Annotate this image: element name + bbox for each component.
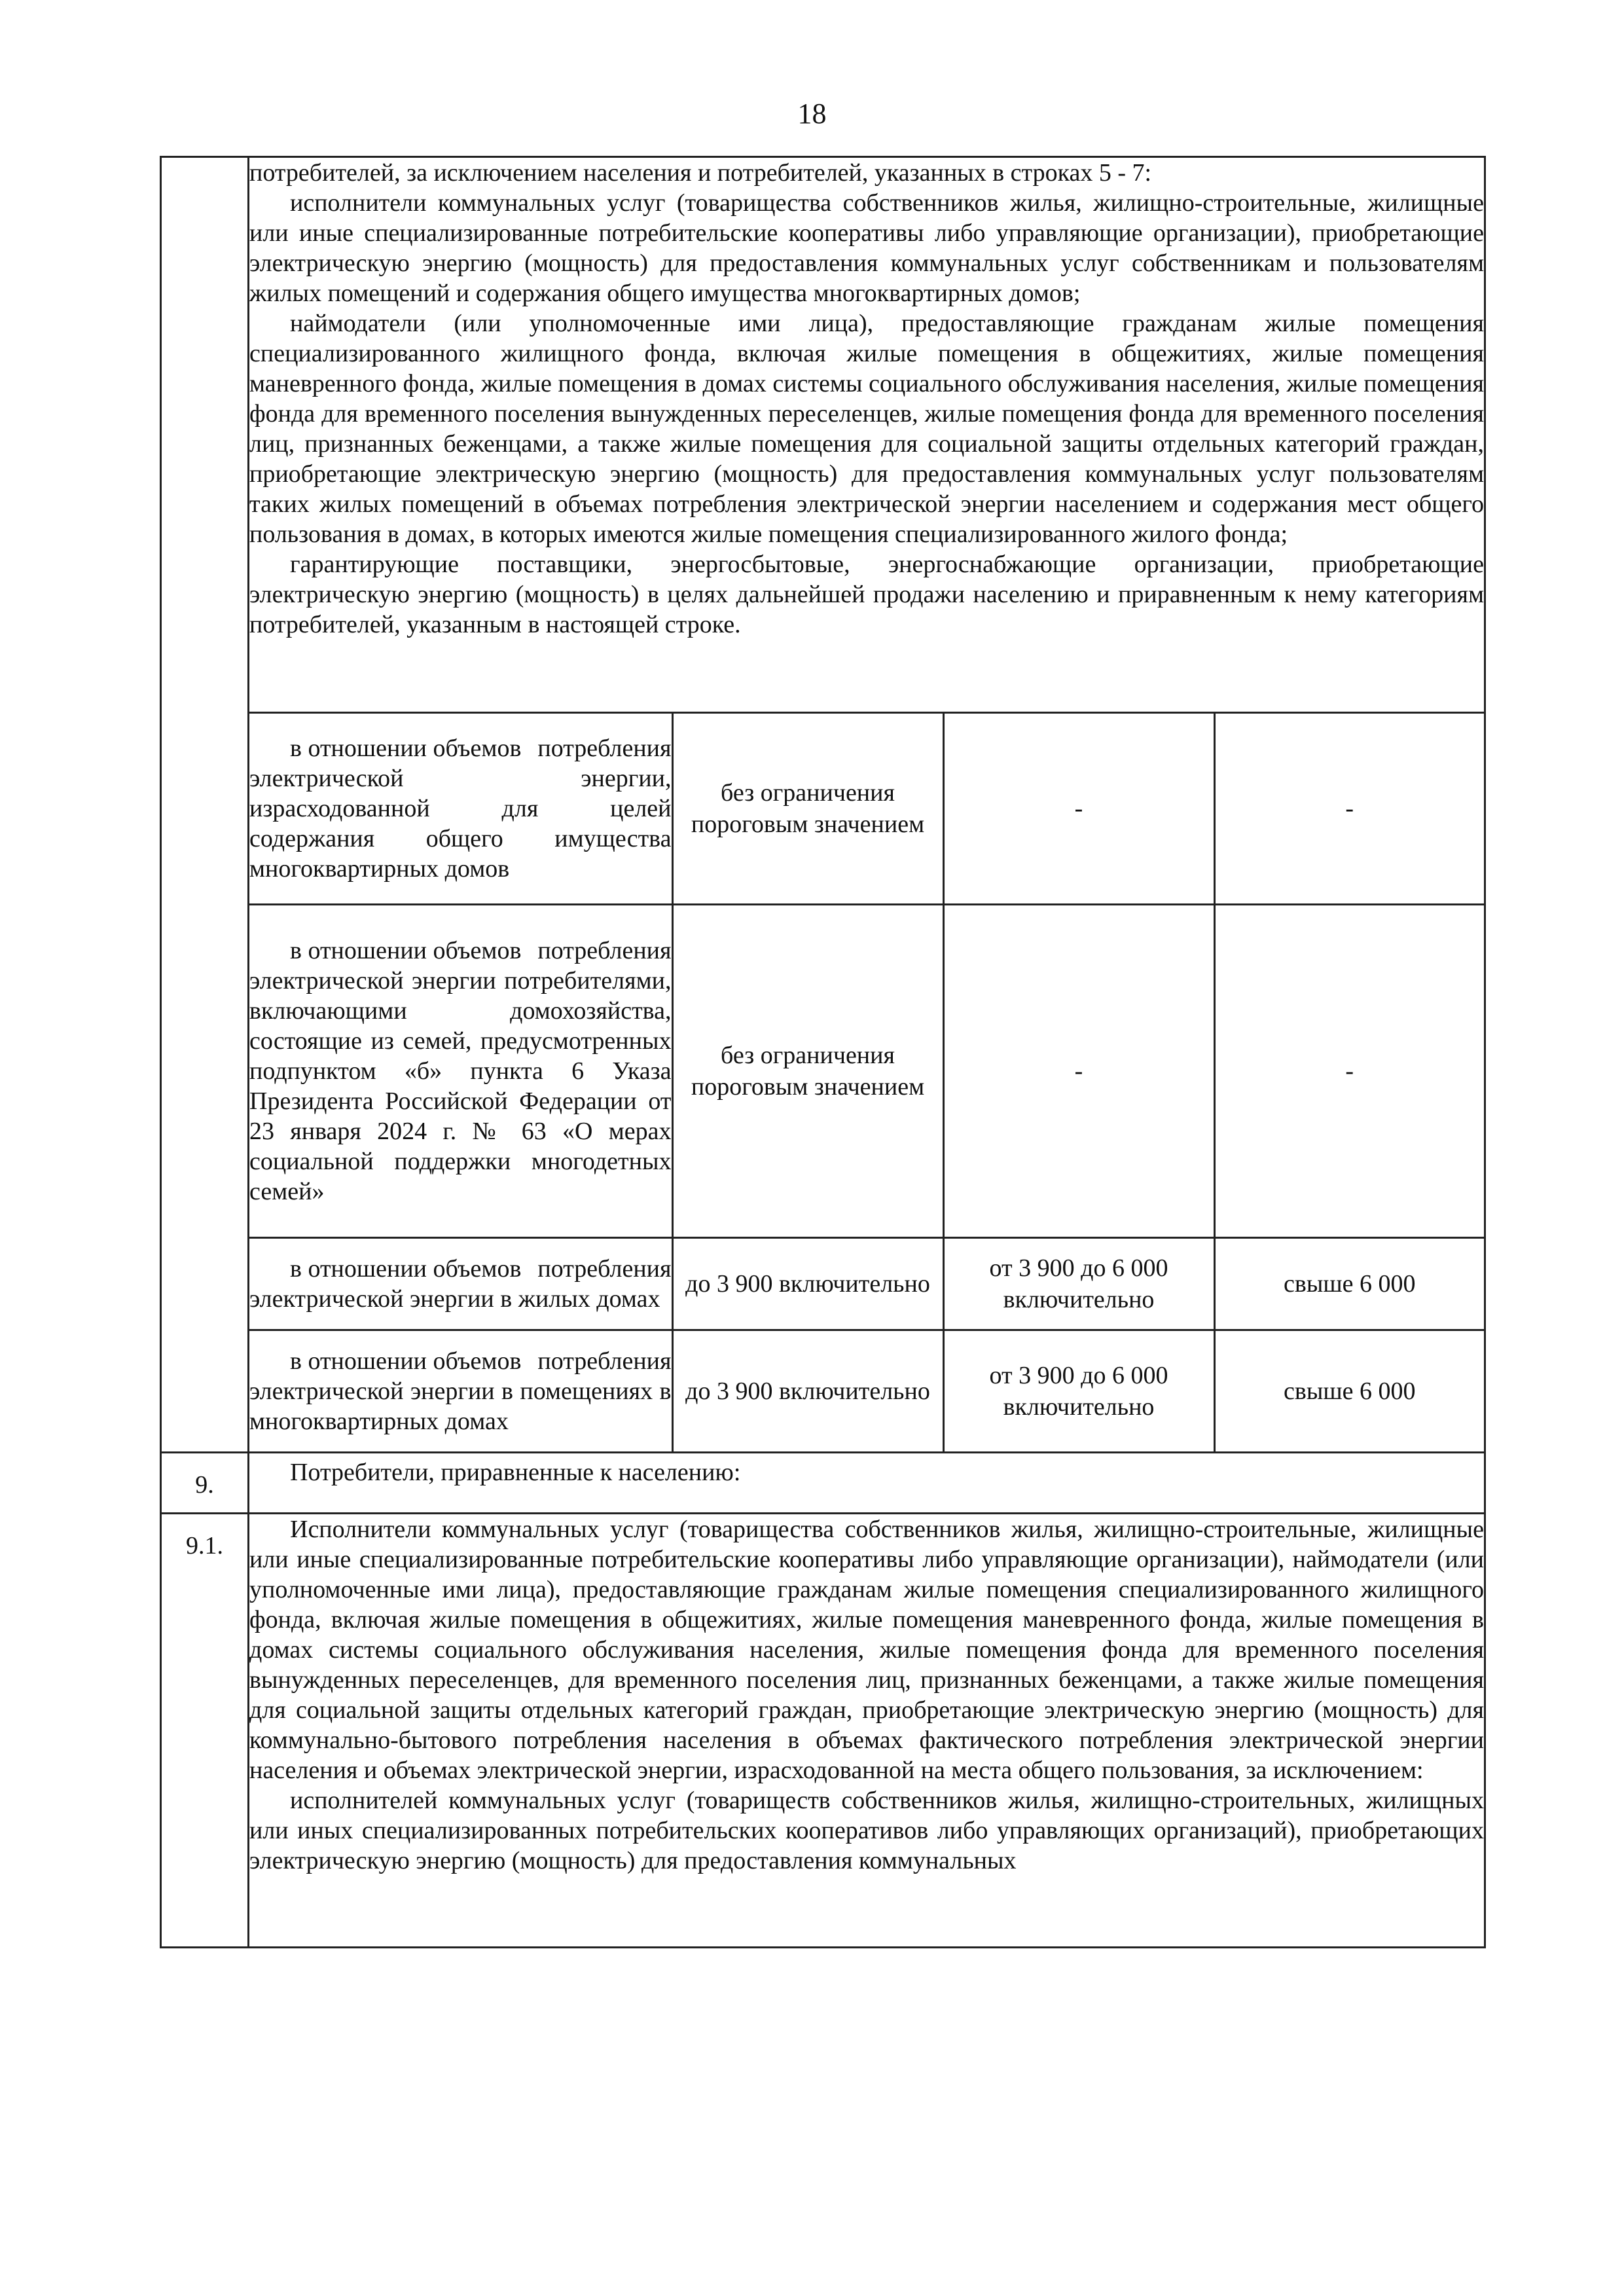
table-row-continued: [161, 157, 1485, 713]
row-number: 9.1.: [186, 1532, 223, 1559]
thresholds-cell: [249, 713, 1485, 1453]
paragraph-utility-providers: исполнители коммунальных услуг (товарищества собственников жилья, жилищно-строительные, жилищные или иные специализированные потребительские кооперативы либо управляющие организации), приобретающие электрическую энергию (мощность) для предоставления коммунальных услуг собственникам и пользователям жилых помещений и содержания общего имущества многоквартирных домов;: [249, 189, 1484, 307]
row-9-text-cell: [249, 1453, 1485, 1514]
row-number: 9.: [195, 1471, 214, 1499]
threshold-col2: от 3 900 до 6 000 включительно: [943, 1238, 1214, 1330]
consumer-categories-text: [249, 157, 1485, 713]
threshold-col1: без ограничения пороговым значением: [672, 714, 943, 905]
sub-row-common-property: [249, 714, 1484, 905]
paragraph-guaranteeing-suppliers: гарантирующие поставщики, энергосбытовые, энергоснабжающие организации, приобретающие электрическую энергию (мощность) в целях дальнейшей продажи населению и приравненным к нему категориям потребителей, указанным в настоящей строке.: [249, 551, 1484, 638]
threshold-col3: свыше 6 000: [1214, 1330, 1484, 1452]
sub-row-apartment-buildings: [249, 1330, 1484, 1452]
paragraph-intro: потребителей, за исключением населения и потребителей, указанных в строках 5 - 7:: [249, 159, 1152, 187]
tariff-table: [160, 156, 1486, 1948]
table-row-9-1: [161, 1514, 1485, 1948]
row-9-1-text-cell: [249, 1514, 1485, 1948]
row-9-text: Потребители, приравненные к населению:: [290, 1459, 741, 1486]
threshold-col2: -: [943, 905, 1214, 1238]
row-number-cell-empty: [161, 157, 249, 1453]
threshold-col3: -: [1214, 905, 1484, 1238]
row-9-1-paragraph-2: исполнителей коммунальных услуг (товариществ собственников жилья, жилищно-строительных, жилищных или иных специализированных потребительских кооперативов либо управляющих организаций), приобретающих электрическую энергию (мощность) для предоставления коммунальных: [249, 1787, 1484, 1874]
thresholds-subtable: [249, 714, 1484, 1451]
threshold-col2: от 3 900 до 6 000 включительно: [943, 1330, 1214, 1452]
row-number-cell: [161, 1453, 249, 1514]
threshold-col1: без ограничения пороговым значением: [672, 905, 943, 1238]
table-row-9: [161, 1453, 1485, 1514]
table-row-thresholds: [161, 713, 1485, 1453]
paragraph-landlords: наймодатели (или уполномоченные ими лица), предоставляющие гражданам жилые помещения специализированного жилищного фонда, включая жилые помещения в общежитиях, жилые помещения маневренного фонда, жилые помещения в домах системы социального обслуживания населения, жилые помещения фонда для временного поселения вынужденных переселенцев, жилые помещения фонда для временного поселения лиц, признанных беженцами, а также жилые помещения для социальной защиты отдельных категорий граждан, приобретающие электрическую энергию (мощность) для предоставления коммунальных услуг пользователям таких жилых помещений в объемах потребления электрической энергии населением и содержания мест общего пользования в домах, в которых имеются жилые помещения специализированного жилого фонда;: [249, 310, 1484, 548]
threshold-col1: до 3 900 включительно: [672, 1330, 943, 1452]
sub-row-description: в отношении объемов потребления электрической энергии потребителями, включающими домохозяйства, состоящие из семей, предусмотренных подпунктом «б» пункта 6 Указа Президента Российской Федерации от 23 января 2024 г. № 63 «О мерах социальной поддержки многодетных семей»: [249, 905, 672, 1238]
sub-row-description: в отношении объемов потребления электрической энергии в жилых домах: [249, 1238, 672, 1330]
row-9-1-paragraph-1: Исполнители коммунальных услуг (товарищества собственников жилья, жилищно-строительные, жилищные или иные специализированные потребительские кооперативы либо управляющие организации), наймодатели (или уполномоченные ими лица), предоставляющие гражданам жилые помещения специализированного жилищного фонда, включая жилые помещения в общежитиях, жилые помещения маневренного фонда, жилые помещения в домах системы социального обслуживания населения, жилые помещения фонда для временного поселения вынужденных переселенцев, для временного поселения лиц, признанных беженцами, а также жилые помещения для социальной защиты отдельных категорий граждан, приобретающие электрическую энергию (мощность) для коммунально-бытового потребления населения в объемах фактического потребления электрической энергии населения и объемах электрической энергии, израсходованной на места общего пользования, за исключением:: [249, 1516, 1484, 1784]
threshold-col2: -: [943, 714, 1214, 905]
row-number-cell: [161, 1514, 249, 1948]
threshold-col1: до 3 900 включительно: [672, 1238, 943, 1330]
sub-row-large-families: [249, 905, 1484, 1238]
sub-row-description: в отношении объемов потребления электрической энергии в помещениях в многоквартирных домах: [249, 1330, 672, 1452]
threshold-col3: свыше 6 000: [1214, 1238, 1484, 1330]
page-number: 18: [797, 98, 827, 130]
sub-row-residential-houses: [249, 1238, 1484, 1330]
threshold-col3: -: [1214, 714, 1484, 905]
sub-row-description: в отношении объемов потребления электрической энергии, израсходованной для целей содержания общего имущества многоквартирных домов: [249, 714, 672, 905]
